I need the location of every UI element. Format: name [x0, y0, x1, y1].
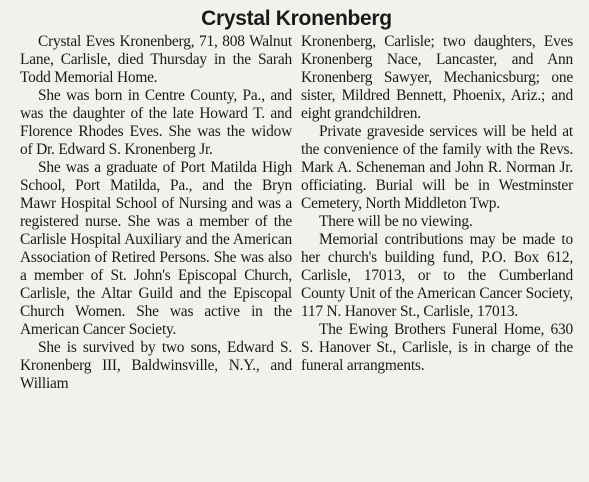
left-column — [20, 33, 292, 393]
paragraph-funeral-home: The Ewing Brothers Funeral Home, 630 S. Hanover St., Carlisle, is in charge of the funeral arrangments. — [301, 321, 573, 374]
obituary-headline: Crystal Kronenberg — [201, 7, 392, 30]
paragraph-services: Private graveside services will be held at the convenience of the family with the Revs. Mark A. Scheneman and John R. Norman Jr. officiating. Burial will be in Westminster Cemetery, North Middleton Twp. — [301, 123, 573, 212]
paragraph-survivors-start: She is survived by two sons, Edward S. Kronenberg III, Baldwinsville, N.Y., and William — [20, 339, 292, 392]
paragraph-memorial-contributions: Memorial contributions may be made to her church's building fund, P.O. Box 612, Carlisle, 17013, or to the Cumberland County Unit of the American Cancer Society, 117 N. Hanover St., Carlisle, 17013. — [301, 231, 573, 320]
article-columns — [20, 33, 573, 393]
paragraph-survivors-continued: Kronenberg, Carlisle; two daughters, Eves Kronenberg Nace, Lancaster, and Ann Kronenberg Sawyer, Mechanicsburg; one sister, Mildred Bennett, Phoenix, Ariz.; and eight grandchildren. — [301, 33, 573, 122]
paragraph-birth-family: She was born in Centre County, Pa., and was the daughter of the late Howard T. and Florence Rhodes Eves. She was the widow of Dr. Edward S. Kronenberg Jr. — [20, 87, 292, 158]
paragraph-education-memberships: She was a graduate of Port Matilda High School, Port Matilda, Pa., and the Bryn Mawr Hospital School of Nursing and was a registered nurse. She was a member of the Carlisle Hospital Auxiliary and the American Association of Retired Persons. She was also a member of St. John's Episcopal Church, Carlisle, the Altar Guild and the Episcopal Church Women. She was active in the American Cancer Society. — [20, 159, 292, 338]
paragraph-death-notice: Crystal Eves Kronenberg, 71, 808 Walnut Lane, Carlisle, died Thursday in the Sarah Todd Memorial Home. — [20, 33, 292, 86]
paragraph-viewing: There will be no viewing. — [319, 213, 473, 230]
right-column — [301, 33, 573, 393]
